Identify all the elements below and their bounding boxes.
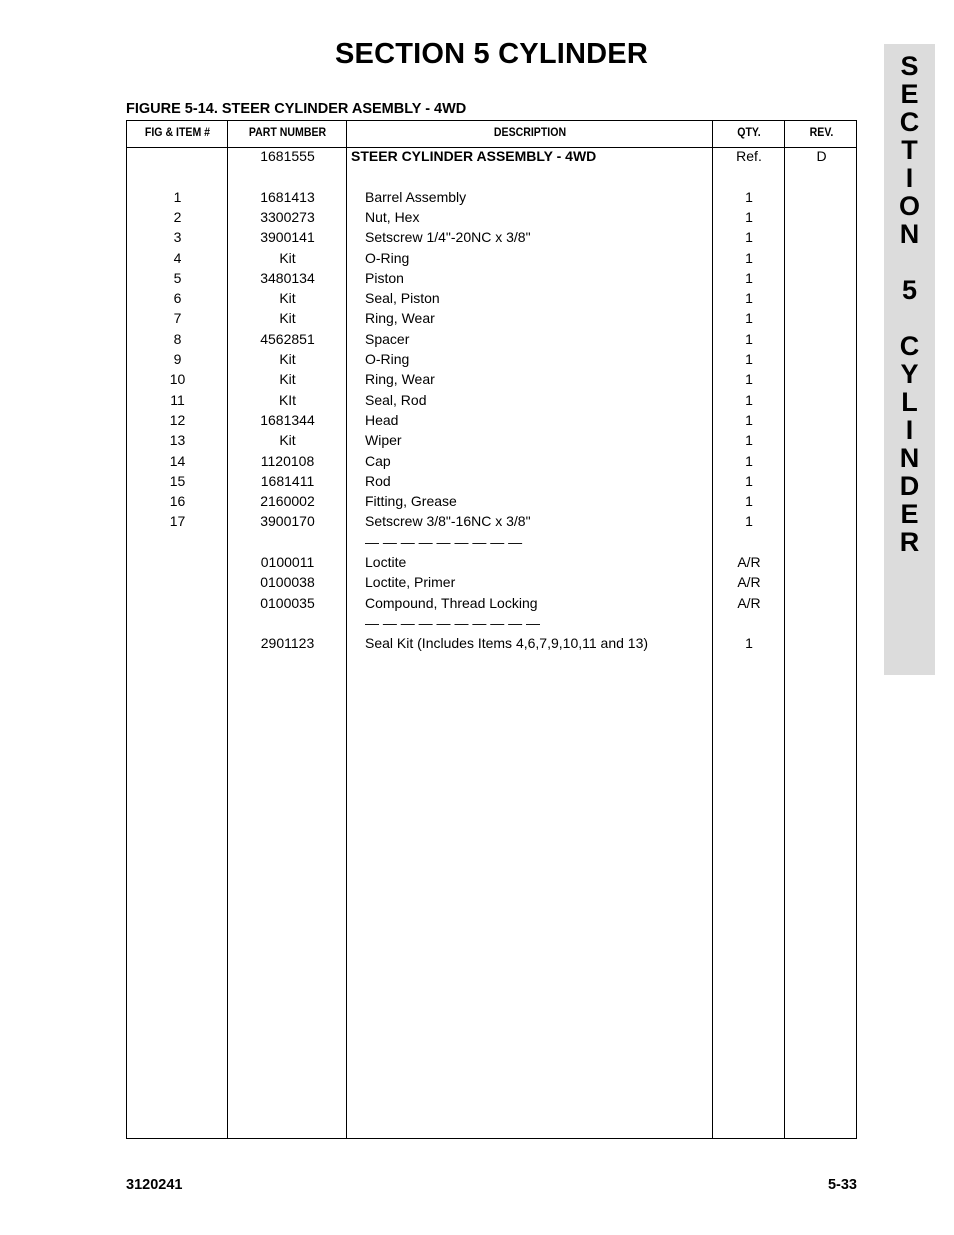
cell-description: Setscrew 3/8"-16NC x 3/8" (365, 513, 531, 530)
cell-fig-item: 5 (173, 269, 182, 286)
cell-description: Cap (365, 452, 391, 469)
cell-description: Ring, Wear (365, 371, 435, 388)
cell-qty: 1 (745, 188, 753, 205)
header-rev: REV. (809, 125, 834, 139)
cell-part-number: Kit (279, 249, 296, 266)
table-row (127, 290, 856, 310)
side-tab-letter: N (899, 219, 920, 249)
table-row (127, 453, 856, 473)
side-tab-letter: S (900, 51, 919, 81)
cell-qty: 1 (745, 330, 753, 347)
cell-part-number: Kit (279, 310, 296, 327)
cell-part-number: 2901123 (260, 635, 315, 652)
cell-description: Barrel Assembly (365, 188, 467, 205)
cell-part-number: KIt (278, 391, 297, 408)
cell-part-number: 0100035 (260, 594, 315, 611)
cell-part-number: 1120108 (260, 452, 315, 469)
cell-qty: 1 (745, 472, 753, 489)
table-row (127, 635, 856, 655)
cell-description: Head (365, 411, 399, 428)
cell-part-number: 3300273 (260, 208, 315, 225)
cell-description: Setscrew 1/4"-20NC x 3/8" (365, 229, 531, 246)
side-tab-letters (884, 52, 935, 556)
cell-qty: 1 (745, 452, 753, 469)
side-tab-letter: E (900, 499, 919, 529)
table-row (127, 554, 856, 574)
cell-qty: 1 (745, 310, 753, 327)
cell-qty: 1 (745, 635, 753, 652)
side-tab-letter: I (905, 163, 914, 193)
table-row (127, 209, 856, 229)
page-number: 5-33 (827, 1177, 857, 1193)
cell-qty: A/R (737, 554, 761, 570)
cell-fig-item: 12 (169, 411, 186, 428)
cell-fig-item: 17 (169, 513, 186, 530)
header-description: DESCRIPTION (493, 125, 567, 139)
section-side-tab (884, 44, 935, 675)
cell-fig-item: 4 (173, 249, 182, 266)
cell-qty: 1 (745, 493, 753, 510)
cell-description: Rod (365, 472, 391, 489)
cell-qty: 1 (745, 432, 753, 449)
table-row (127, 432, 856, 452)
table-row (127, 229, 856, 249)
cell-description: STEER CYLINDER ASSEMBLY - 4WD (351, 148, 597, 164)
cell-fig-item: 7 (173, 310, 182, 327)
cell-fig-item: 1 (173, 188, 182, 205)
table-row (127, 412, 856, 432)
table-row (127, 371, 856, 391)
cell-qty: 1 (745, 229, 753, 246)
cell-description: O-Ring (365, 249, 410, 266)
table-row (127, 513, 856, 533)
cell-part-number: Kit (279, 290, 296, 307)
cell-description: Wiper (365, 432, 402, 449)
cell-part-number: 3480134 (260, 269, 315, 286)
cell-fig-item: 6 (173, 290, 182, 307)
cell-qty: 1 (745, 391, 753, 408)
side-tab-letter: R (899, 527, 920, 557)
cell-part-number: Kit (279, 351, 296, 367)
cell-part-number: 0100038 (260, 574, 315, 591)
cell-fig-item: 3 (173, 229, 182, 246)
table-row (127, 595, 856, 615)
table-row (127, 148, 856, 168)
cell-qty: 1 (745, 249, 753, 266)
side-tab-letter: T (901, 135, 918, 165)
cell-fig-item: 16 (169, 493, 186, 510)
table-row (127, 168, 856, 188)
header-part-number: PART NUMBER (248, 125, 327, 139)
header-qty: QTY. (737, 125, 761, 139)
cell-description: Piston (365, 269, 404, 286)
cell-fig-item: 14 (169, 452, 186, 469)
side-tab-letter: I (905, 415, 914, 445)
cell-description: Spacer (365, 330, 410, 347)
cell-qty: 1 (745, 290, 753, 307)
document-number: 3120241 (126, 1177, 183, 1193)
header-fig-item: FIG & ITEM # (144, 125, 211, 139)
cell-qty: 1 (745, 371, 753, 388)
cell-qty: A/R (737, 574, 761, 591)
cell-part-number: Kit (279, 432, 296, 449)
side-tab-letter: L (901, 387, 918, 417)
table-row (127, 189, 856, 209)
cell-description: Ring, Wear (365, 310, 435, 327)
cell-part-number: 2160002 (260, 493, 315, 510)
cell-description: Nut, Hex (365, 208, 420, 225)
cell-part-number: 1681411 (260, 472, 315, 489)
table-row (127, 493, 856, 513)
cell-part-number: 4562851 (260, 330, 315, 347)
cell-fig-item: 13 (169, 432, 186, 449)
cell-description: Fitting, Grease (365, 493, 457, 510)
side-tab-letter: N (899, 443, 920, 473)
cell-fig-item: 15 (169, 472, 186, 489)
cell-fig-item: 8 (173, 330, 182, 347)
cell-part-number: 3900170 (260, 513, 315, 530)
table-row (127, 392, 856, 412)
table-row (127, 534, 856, 554)
table-row (127, 310, 856, 330)
table-row (127, 331, 856, 351)
side-tab-letter: D (899, 471, 920, 501)
cell-qty: 1 (745, 208, 753, 225)
cell-fig-item: 10 (169, 371, 186, 388)
cell-fig-item: 11 (170, 391, 185, 408)
side-tab-letter: E (900, 79, 919, 109)
parts-table (126, 120, 857, 1139)
cell-description: O-Ring (365, 351, 410, 367)
table-row (127, 615, 856, 635)
cell-description: — — — — — — — — — — (365, 614, 541, 631)
cell-qty: 1 (745, 411, 753, 428)
side-tab-letter: C (899, 331, 920, 361)
side-tab-letter: O (898, 191, 920, 221)
table-row (127, 270, 856, 290)
cell-description: Loctite, Primer (365, 574, 456, 591)
cell-qty: Ref. (736, 148, 762, 164)
page-title: SECTION 5 CYLINDER (335, 38, 648, 70)
cell-part-number: 1681344 (260, 411, 315, 428)
cell-qty: 1 (745, 269, 753, 286)
cell-description: Loctite (365, 554, 407, 570)
cell-rev: D (816, 148, 827, 164)
cell-description: — — — — — — — — — (365, 533, 523, 550)
side-tab-letter: 5 (901, 275, 918, 305)
cell-qty: 1 (745, 351, 753, 367)
table-row (127, 574, 856, 594)
side-tab-letter: C (899, 107, 920, 137)
cell-description: Seal, Piston (365, 290, 440, 307)
cell-qty: A/R (737, 594, 761, 611)
cell-qty: 1 (745, 513, 753, 530)
cell-part-number: 1681413 (260, 188, 315, 205)
cell-description: Compound, Thread Locking (365, 594, 538, 611)
cell-part-number: Kit (279, 371, 296, 388)
cell-fig-item: 9 (173, 351, 182, 367)
cell-fig-item: 2 (173, 208, 182, 225)
table-row (127, 473, 856, 493)
cell-part-number: 0100011 (260, 554, 315, 570)
cell-description: Seal, Rod (365, 391, 427, 408)
cell-part-number: 1681555 (260, 148, 315, 164)
table-row (127, 351, 856, 371)
side-tab-letter: Y (900, 359, 919, 389)
cell-description: Seal Kit (Includes Items 4,6,7,9,10,11 and 13) (365, 635, 649, 652)
cell-part-number: 3900141 (260, 229, 315, 246)
figure-title: FIGURE 5-14. STEER CYLINDER ASEMBLY - 4WD (126, 101, 467, 117)
table-row (127, 250, 856, 270)
